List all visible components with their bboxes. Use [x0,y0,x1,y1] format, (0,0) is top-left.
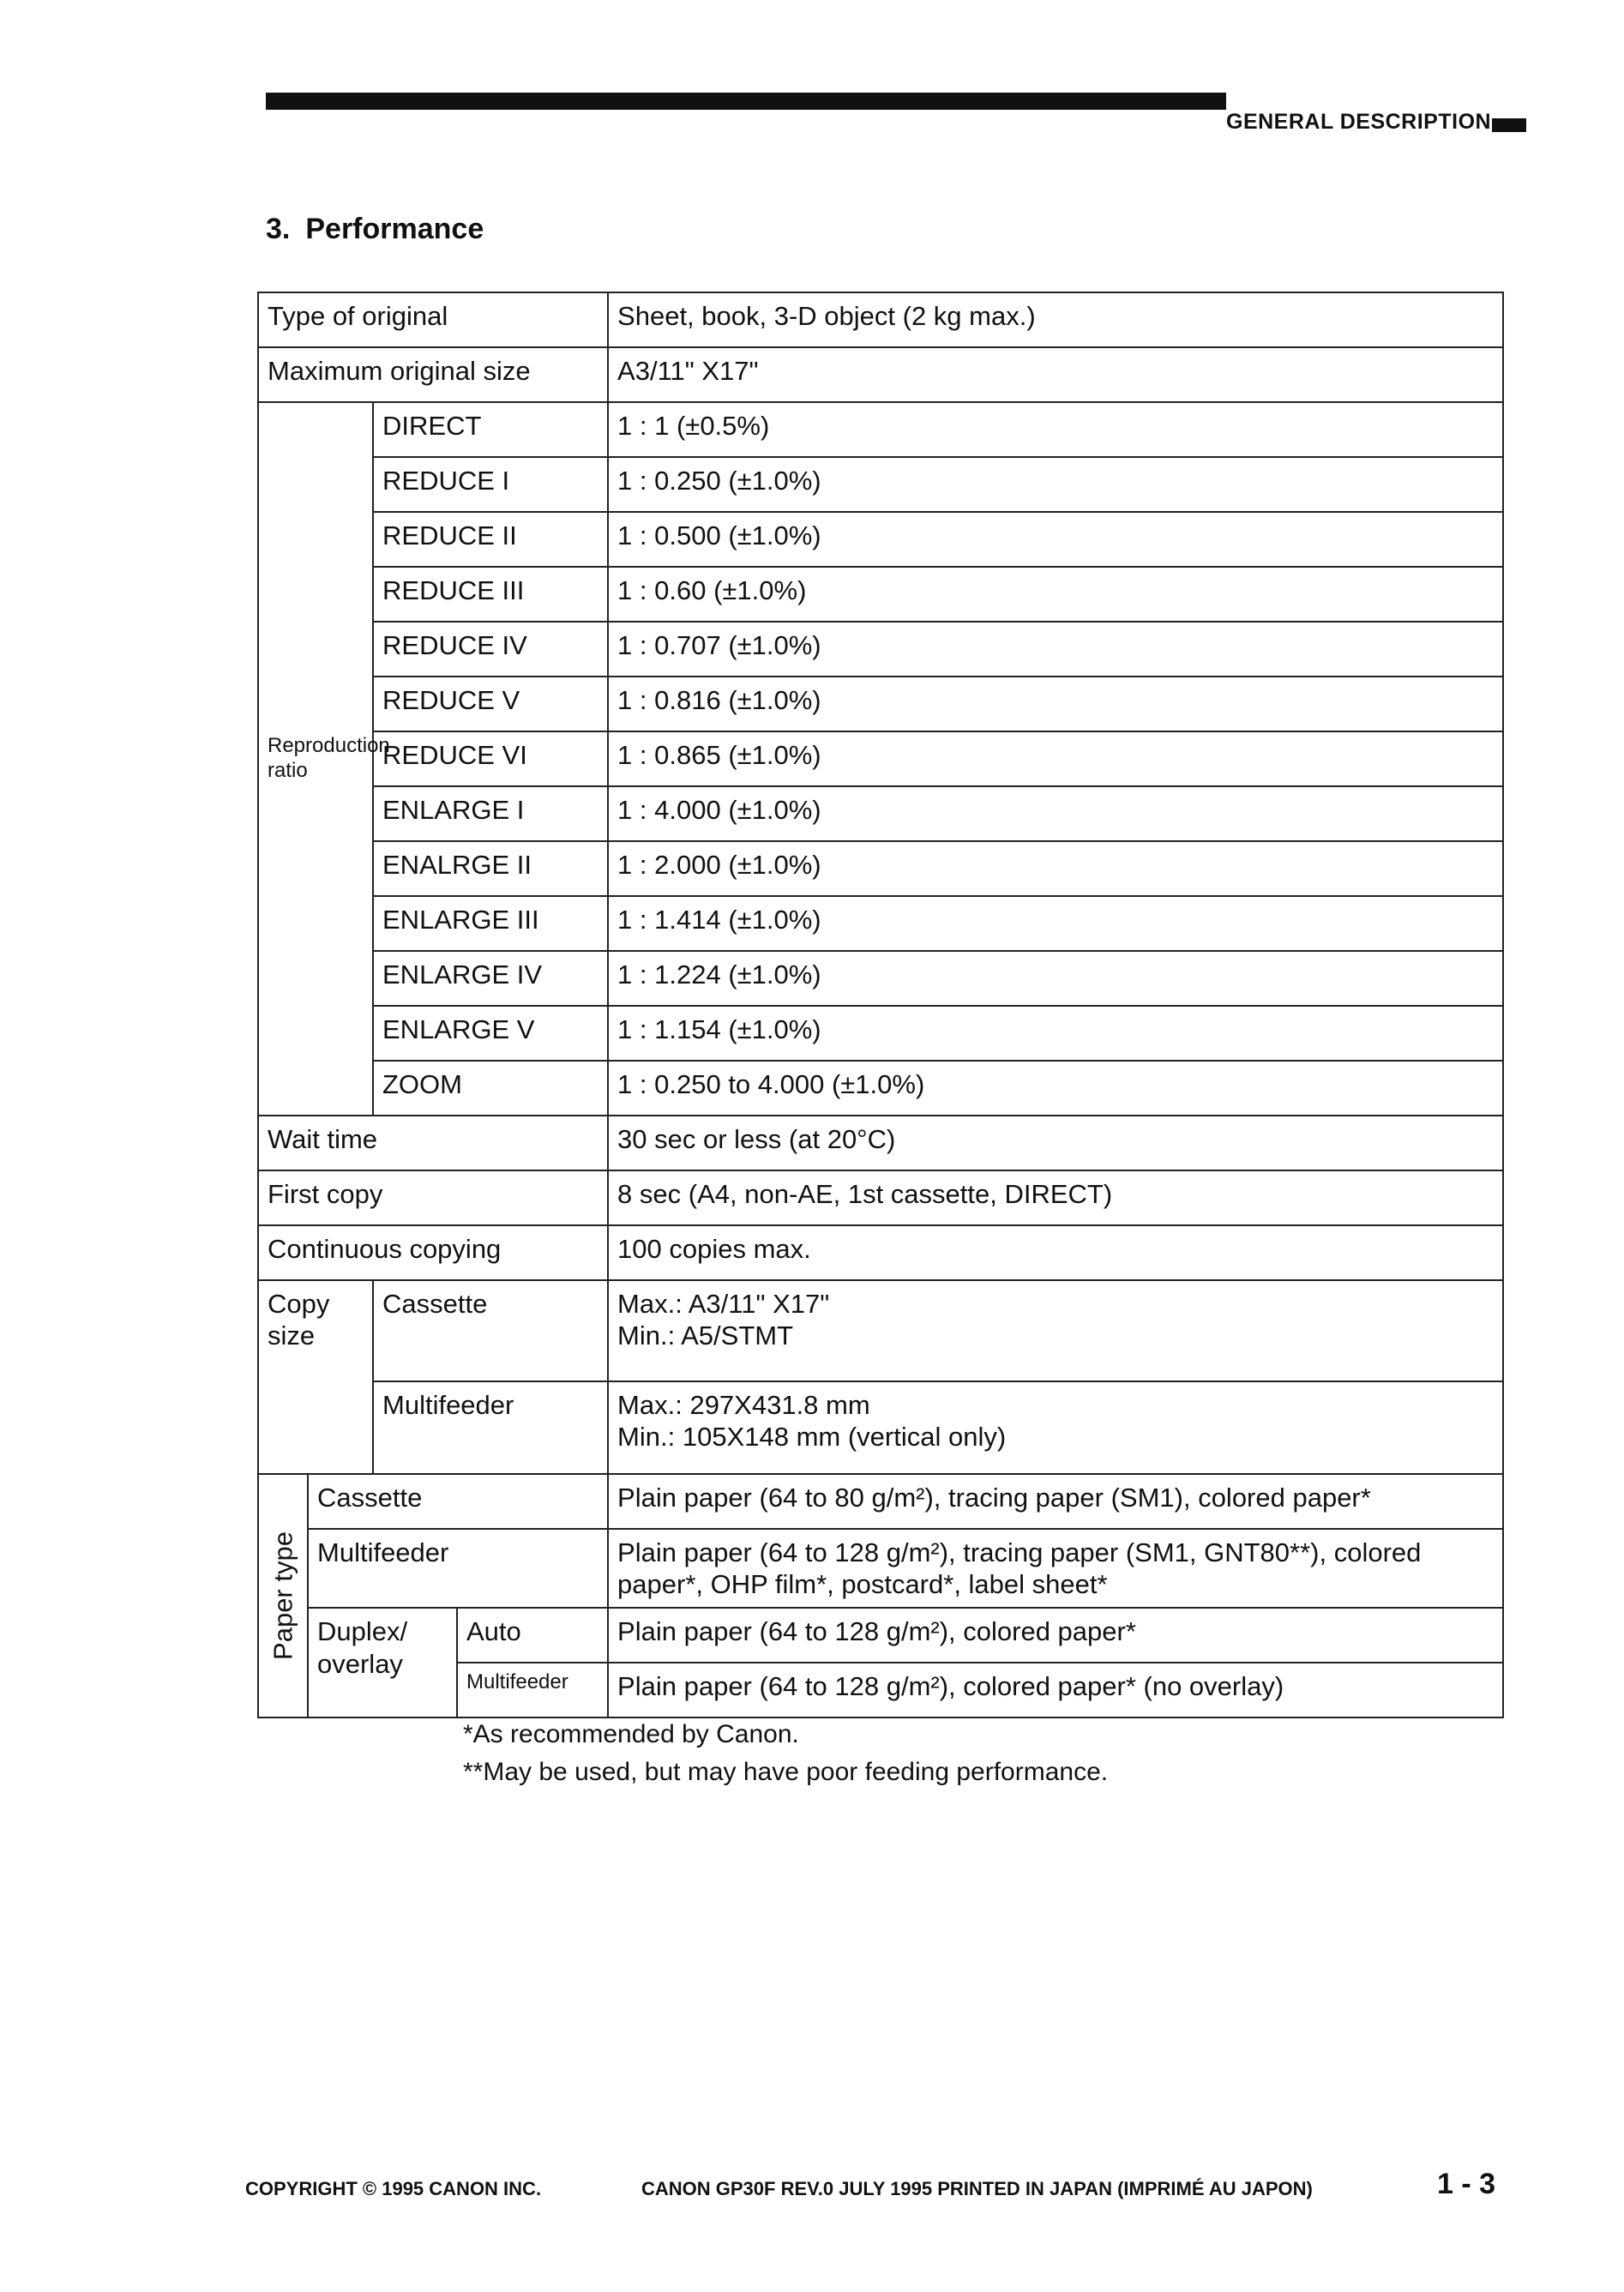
ratio-value: 1 : 0.500 (±1.0%) [608,512,1503,567]
table-row [258,677,1503,731]
spec-value: 30 sec or less (at 20°C) [608,1116,1503,1170]
paper-type-label: Paper type [268,1531,298,1661]
table-row [258,731,1503,786]
copy-size-multifeeder-label: Multifeeder [373,1381,608,1474]
ratio-value: 1 : 1 (±0.5%) [608,402,1503,457]
table-row [258,1608,1503,1663]
footer-print-info: CANON GP30F REV.0 JULY 1995 PRINTED IN JAPAN (IMPRIMÉ AU JAPON) [641,2178,1313,2199]
table-row [258,457,1503,512]
duplex-auto-value: Plain paper (64 to 128 g/m²), colored paper* [608,1608,1503,1663]
ratio-value: 1 : 2.000 (±1.0%) [608,841,1503,896]
ratio-value: 1 : 0.250 to 4.000 (±1.0%) [608,1061,1503,1116]
footer-copyright: COPYRIGHT © 1995 CANON INC. [245,2178,542,2199]
table-row [258,1474,1503,1529]
paper-type-cassette-value: Plain paper (64 to 80 g/m²), tracing paper (SM1), colored paper* [608,1474,1503,1529]
table-row [258,1529,1503,1608]
table-row [258,1381,1503,1474]
ratio-mode: DIRECT [373,402,608,457]
page-number: 1 - 3 [1437,2168,1496,2200]
ratio-value: 1 : 4.000 (±1.0%) [608,786,1503,841]
paper-type-multifeeder-label: Multifeeder [308,1529,608,1608]
table-row [258,1280,1503,1381]
ratio-mode: REDUCE II [373,512,608,567]
ratio-value: 1 : 1.414 (±1.0%) [608,896,1503,951]
copy-size-multifeeder-value [608,1381,1503,1474]
spec-value: 100 copies max. [608,1225,1503,1280]
table-row [258,512,1503,567]
ratio-mode: REDUCE VI [373,731,608,786]
copy-size-cassette-min: Min.: A5/STMT [617,1320,794,1351]
header-title: GENERAL DESCRIPTION [1226,110,1492,134]
reproduction-ratio-label: Reproduction ratio [258,402,373,1116]
spec-label: Continuous copying [258,1225,608,1280]
copy-size-cassette-label: Cassette [373,1280,608,1381]
table-row [258,1170,1503,1225]
paper-type-multifeeder-value: Plain paper (64 to 128 g/m²), tracing paper (SM1, GNT80**), colored paper*, OHP film*, postcard*, label sheet* [608,1529,1503,1608]
paper-type-cassette-label: Cassette [308,1474,608,1529]
table-row [258,1061,1503,1116]
footnote: *As recommended by Canon. [463,1720,799,1748]
paper-type-cell [258,1474,308,1717]
spec-label: Maximum original size [258,347,608,402]
ratio-mode: ENLARGE III [373,896,608,951]
table-row [258,1225,1503,1280]
footnote: **May be used, but may have poor feeding performance. [463,1758,1109,1786]
table-row [258,567,1503,622]
table-row [258,841,1503,896]
duplex-multifeeder-value: Plain paper (64 to 128 g/m²), colored paper* (no overlay) [608,1663,1503,1717]
table-row [258,786,1503,841]
spec-value: A3/11" X17" [608,347,1503,402]
section-number: 3. [266,213,291,245]
ratio-mode: ENLARGE IV [373,951,608,1006]
table-row [258,622,1503,677]
ratio-value: 1 : 1.154 (±1.0%) [608,1006,1503,1061]
table-row [258,292,1503,347]
spec-label: Type of original [258,292,608,347]
copy-size-multifeeder-min: Min.: 105X148 mm (vertical only) [617,1422,1007,1453]
duplex-overlay-label: Duplex/ overlay [308,1608,457,1717]
spec-label: Wait time [258,1116,608,1170]
section-title: Performance [305,213,484,245]
ratio-value: 1 : 0.816 (±1.0%) [608,677,1503,731]
table-row [258,1006,1503,1061]
ratio-mode: REDUCE IV [373,622,608,677]
ratio-mode: REDUCE I [373,457,608,512]
ratio-value: 1 : 1.224 (±1.0%) [608,951,1503,1006]
header-endcap [1492,118,1526,132]
table-row [258,1116,1503,1170]
copy-size-multifeeder-max: Max.: 297X431.8 mm [617,1390,870,1420]
copy-size-cassette-value [608,1280,1503,1381]
ratio-value: 1 : 0.707 (±1.0%) [608,622,1503,677]
ratio-mode: REDUCE III [373,567,608,622]
ratio-mode: ENLARGE V [373,1006,608,1061]
performance-table [257,292,1504,1718]
ratio-value: 1 : 0.250 (±1.0%) [608,457,1503,512]
duplex-multifeeder-label: Multifeeder [457,1663,608,1717]
spec-value: 8 sec (A4, non-AE, 1st cassette, DIRECT) [608,1170,1503,1225]
spec-value: Sheet, book, 3-D object (2 kg max.) [608,292,1503,347]
table-row [258,347,1503,402]
ratio-value: 1 : 0.865 (±1.0%) [608,731,1503,786]
table-row [258,896,1503,951]
section-heading [266,213,484,246]
ratio-mode: REDUCE V [373,677,608,731]
ratio-value: 1 : 0.60 (±1.0%) [608,567,1503,622]
ratio-mode: ENLARGE I [373,786,608,841]
spec-label: First copy [258,1170,608,1225]
duplex-auto-label: Auto [457,1608,608,1663]
ratio-mode: ENALRGE II [373,841,608,896]
copy-size-cassette-max: Max.: A3/11" X17" [617,1289,830,1319]
header-rule [266,93,1226,110]
ratio-mode: ZOOM [373,1061,608,1116]
copy-size-label: Copy size [258,1280,373,1474]
table-row [258,402,1503,457]
table-row [258,951,1503,1006]
